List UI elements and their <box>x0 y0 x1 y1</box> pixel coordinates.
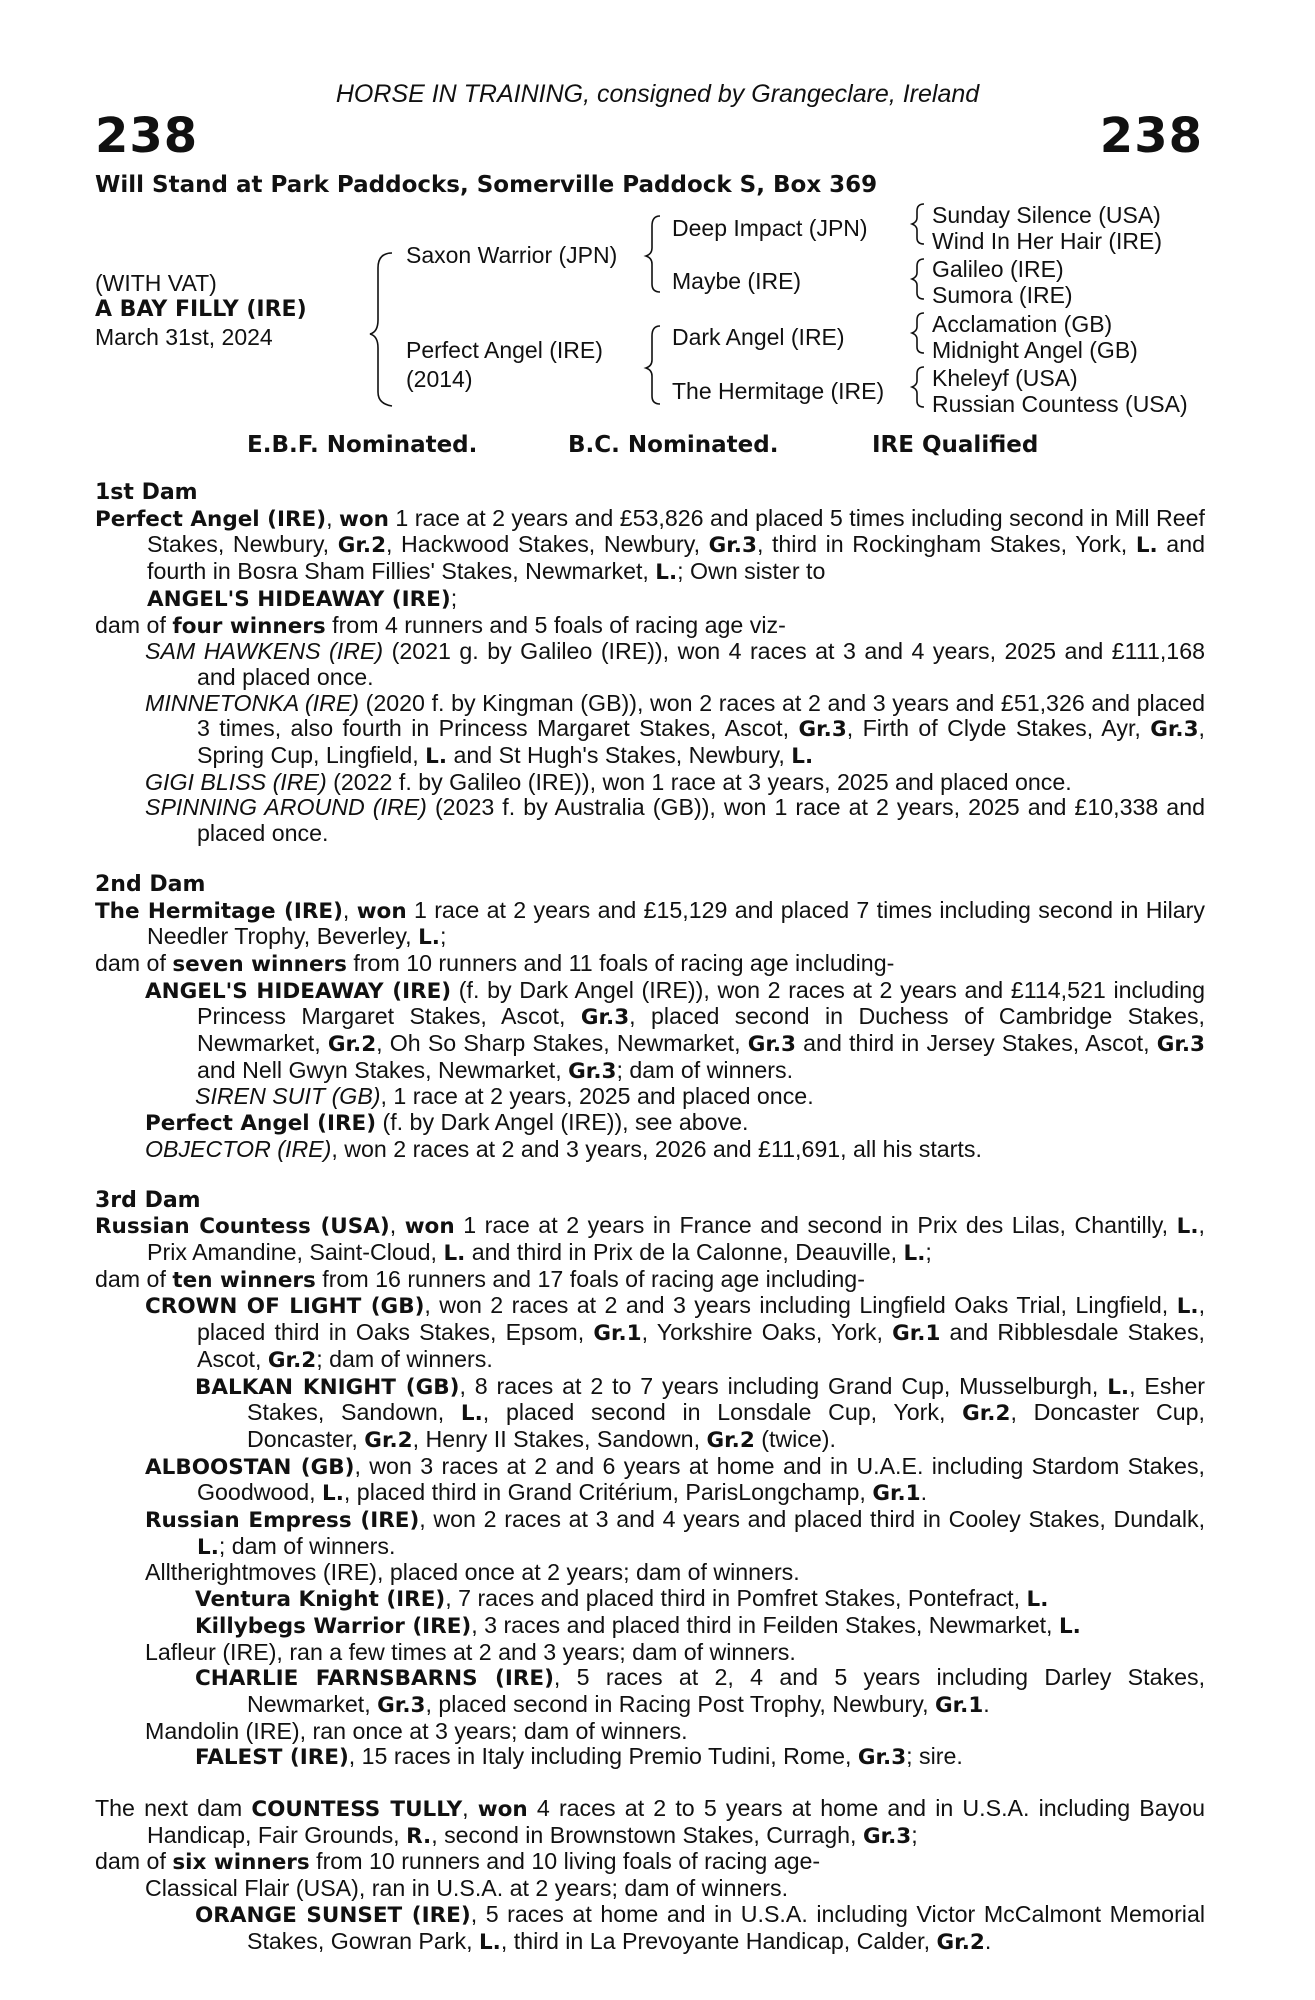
vat-note: (WITH VAT) <box>95 270 217 296</box>
produce-orange-sunset: ORANGE SUNSET (IRE), 5 races at home and in U.S.A. including Victor McCalmont Memorial Stakes, Gowran Park, L., third in La Prevoyante Handicap, Calder, Gr.2. <box>195 1900 1205 1955</box>
first-dam-heading: 1st Dam <box>95 480 198 505</box>
produce-charlie-farnsbarns: CHARLIE FARNSBARNS (IRE), 5 races at 2, 4 and 5 years including Darley Stakes, Newmarket, Gr.3, placed second in Racing Post Trophy, Newbury, Gr.1. <box>195 1664 1206 1718</box>
produce-mandolin: Mandolin (IRE), ran once at 3 years; dam of winners. <box>145 1717 688 1744</box>
produce-alltherightmoves: Alltherightmoves (IRE), placed once at 2 years; dam of winners. <box>145 1559 800 1586</box>
gen3-1: Sunday Silence (USA) <box>932 202 1161 228</box>
catalogue-body <box>95 480 1205 1955</box>
produce-russian-empress: Russian Empress (IRE), won 2 races at 3 and 4 years and placed third in Cooley Stakes, Dundalk, L.; dam of winners. <box>145 1506 1206 1560</box>
produce-falest: FALEST (IRE), 15 races in Italy including Premio Tudini, Rome, Gr.3; sire. <box>195 1743 963 1771</box>
next-dam-produce-summary: dam of six winners from 10 runners and 10 living foals of racing age- <box>95 1848 821 1876</box>
first-dam-produce-summary: dam of four winners from 4 runners and 5 foals of racing age viz- <box>95 611 786 639</box>
next-dam-paragraph: The next dam COUNTESS TULLY, won 4 races at 2 to 5 years at home and in U.S.A. including Bayou Handicap, Fair Grounds, R., second in Brownstown Stakes, Curragh, Gr.3; <box>95 1795 1206 1849</box>
produce-gigi-bliss: GIGI BLISS (IRE) (2022 f. by Galileo (IRE)), won 1 race at 3 years, 2025 and placed once. <box>145 768 1072 795</box>
foaling-date: March 31st, 2024 <box>95 324 273 350</box>
produce-siren-suit: SIREN SUIT (GB), 1 race at 2 years, 2025 and placed once. <box>195 1083 814 1110</box>
second-dam-produce-summary: dam of seven winners from 10 runners and 11 foals of racing age including- <box>95 949 895 977</box>
produce-minnetonka: MINNETONKA (IRE) (2020 f. by Kingman (GB)), won 2 races at 2 and 3 years and £51,326 and placed 3 times, also fourth in Princess Margaret Stakes, Ascot, Gr.3, Firth of Clyde Stakes, Ayr, Gr.3, Spring Cup, Lingfield, L. and St Hugh's Stakes, Newbury, L. <box>145 689 1205 770</box>
first-dam-paragraph: Perfect Angel (IRE), won 1 race at 2 years and £53,826 and placed 5 times including second in Mill Reef Stakes, Newbury, Gr.2, Hackwood Stakes, Newbury, Gr.3, third in Rockingham Stakes, York, L. and fourth in Bosra Sham Fillies' Stakes, Newmarket, L.; Own sister to ANGEL'S HIDEAWAY (IRE); <box>95 504 1206 612</box>
produce-crown-of-light: CROWN OF LIGHT (GB), won 2 races at 2 and 3 years including Lingfield Oaks Trial, Lingfield, L., placed third in Oaks Stakes, Epsom, Gr.1, Yorkshire Oaks, York, Gr.1 and Ribblesdale Stakes, Ascot, Gr.2; dam of winners. <box>145 1292 1206 1373</box>
gen2-dam-dam: The Hermitage (IRE) <box>672 378 885 404</box>
ire-qualified: IRE Qualified <box>872 432 1039 458</box>
dam-name: Perfect Angel (IRE) <box>406 337 603 363</box>
gen3-5: Acclamation (GB) <box>932 311 1113 337</box>
third-dam-paragraph: Russian Countess (USA), won 1 race at 2 years in France and second in Prix des Lilas, Chantilly, L., Prix Amandine, Saint-Cloud, L. and third in Prix de la Calonne, Deauville, L.; <box>95 1212 1205 1266</box>
gen3-2: Wind In Her Hair (IRE) <box>932 228 1163 254</box>
produce-ventura-knight: Ventura Knight (IRE), 7 races and placed third in Pomfret Stakes, Pontefract, L. <box>195 1585 1049 1613</box>
horse-name: A BAY FILLY (IRE) <box>95 297 307 322</box>
produce-lafleur: Lafleur (IRE), ran a few times at 2 and 3 years; dam of winners. <box>145 1638 796 1665</box>
lot-number-right: 238 <box>1099 108 1203 164</box>
second-dam-heading: 2nd Dam <box>95 871 206 897</box>
third-dam-heading: 3rd Dam <box>95 1187 201 1213</box>
produce-classical-flair: Classical Flair (USA), ran in U.S.A. at 2 years; dam of winners. <box>145 1875 789 1902</box>
produce-angels-hideaway: ANGEL'S HIDEAWAY (IRE) (f. by Dark Angel (IRE)), won 2 races at 2 years and £114,521 including Princess Margaret Stakes, Ascot, Gr.3, placed second in Duchess of Cambridge Stakes, Newmarket, Gr.2, Oh So Sharp Stakes, Newmarket, Gr.3 and third in Jersey Stakes, Ascot, Gr.3 and Nell Gwyn Stakes, Newmarket, Gr.3; dam of winners. <box>145 976 1205 1084</box>
lot-number-left: 238 <box>95 108 199 164</box>
produce-alboostan: ALBOOSTAN (GB), won 3 races at 2 and 6 years at home and in U.A.E. including Stardom Stakes, Goodwood, L., placed third in Grand Critérium, ParisLongchamp, Gr.1. <box>145 1452 1205 1507</box>
produce-perfect-angel: Perfect Angel (IRE) (f. by Dark Angel (IRE)), see above. <box>145 1109 749 1137</box>
sire-name: Saxon Warrior (JPN) <box>406 242 618 268</box>
second-dam-paragraph: The Hermitage (IRE), won 1 race at 2 years and £15,129 and placed 7 times including second in Hilary Needler Trophy, Beverley, L.; <box>95 896 1205 951</box>
ebf-nomination: E.B.F. Nominated. <box>247 432 478 458</box>
bc-nomination: B.C. Nominated. <box>568 432 779 458</box>
consignor-line: HORSE IN TRAINING, consigned by Grangeclare, Ireland <box>335 80 980 108</box>
gen3-6: Midnight Angel (GB) <box>932 337 1138 363</box>
gen2-sire-dam: Maybe (IRE) <box>672 268 802 294</box>
dam-year: (2014) <box>406 366 473 392</box>
produce-killybegs-warrior: Killybegs Warrior (IRE), 3 races and placed third in Feilden Stakes, Newmarket, L. <box>195 1611 1081 1639</box>
gen3-4: Sumora (IRE) <box>932 282 1073 308</box>
pedigree-brackets <box>0 0 1315 460</box>
gen3-3: Galileo (IRE) <box>932 256 1064 282</box>
produce-objector: OBJECTOR (IRE), won 2 races at 2 and 3 years, 2026 and £11,691, all his starts. <box>145 1135 982 1162</box>
produce-sam-hawkens: SAM HAWKENS (IRE) (2021 g. by Galileo (IRE)), won 4 races at 3 and 4 years, 2025 and £111,168 and placed once. <box>145 638 1205 690</box>
produce-spinning-around: SPINNING AROUND (IRE) (2023 f. by Australia (GB)), won 1 race at 2 years, 2025 and £10,338 and placed once. <box>145 794 1205 847</box>
third-dam-produce-summary: dam of ten winners from 16 runners and 17 foals of racing age including- <box>95 1265 865 1293</box>
produce-balkan-knight: BALKAN KNIGHT (GB), 8 races at 2 to 7 years including Grand Cup, Musselburgh, L., Esher Stakes, Sandown, L., placed second in Lonsdale Cup, York, Gr.2, Doncaster Cup, Doncaster, Gr.2, Henry II Stakes, Sandown, Gr.2 (twice). <box>195 1372 1205 1453</box>
gen3-8: Russian Countess (USA) <box>932 391 1188 417</box>
gen3-7: Kheleyf (USA) <box>932 365 1078 391</box>
gen2-dam-sire: Dark Angel (IRE) <box>672 324 845 350</box>
gen2-sire-sire: Deep Impact (JPN) <box>672 215 868 241</box>
stand-location: Will Stand at Park Paddocks, Somerville Paddock S, Box 369 <box>95 172 878 198</box>
